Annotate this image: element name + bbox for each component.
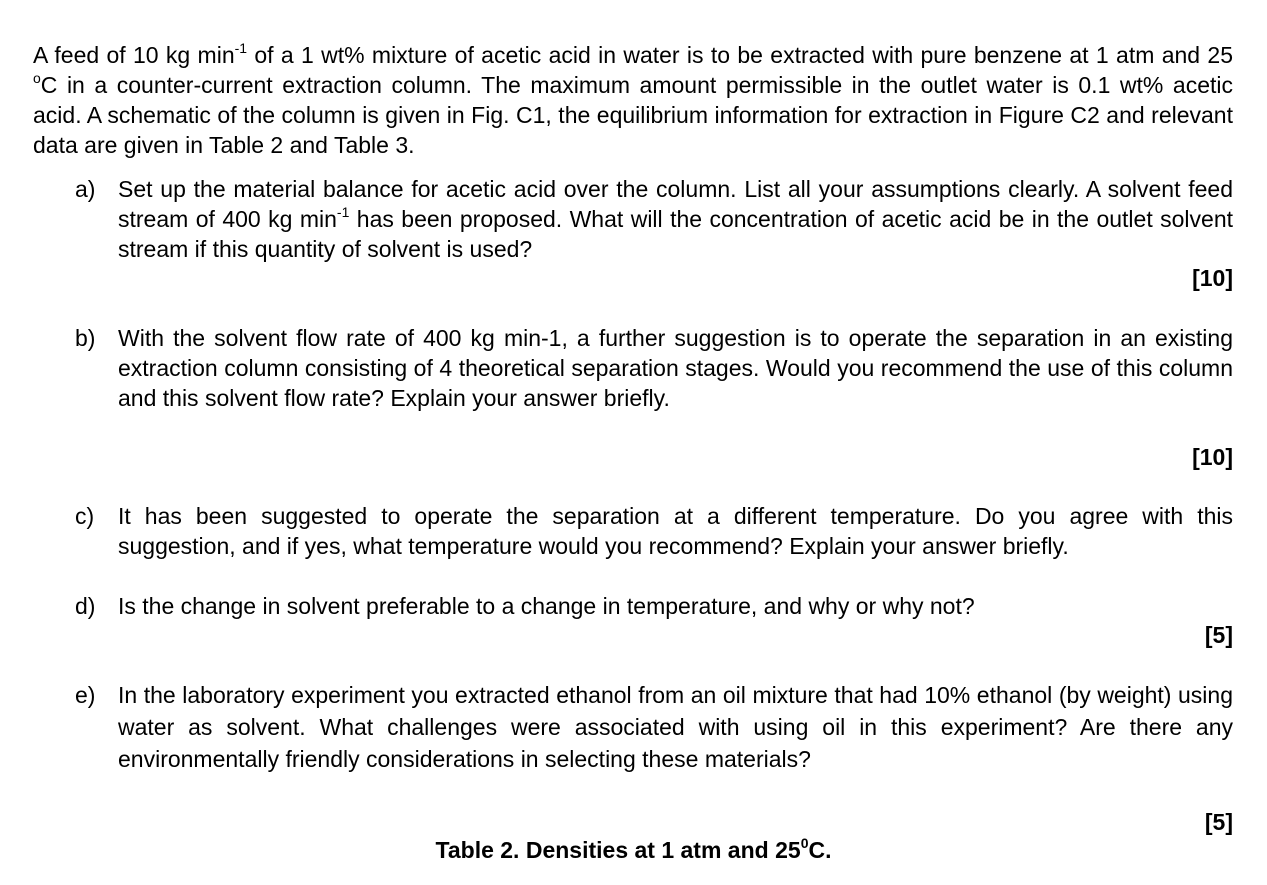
intro-paragraph [33, 40, 1233, 160]
question-e-label: e) [75, 682, 96, 708]
intro-superscript-1: -1 [234, 40, 248, 57]
intro-text-2: of a 1 wt% mixture of acetic acid in water is to be extracted with pure benzene at 1 atm and 25 [247, 42, 1233, 68]
question-b-text: With the solvent flow rate of 400 kg min-1, a further suggestion is to operate the separation in an existing extraction column consisting of 4 theoretical separation stages. Would you recommend the use of this column and this solvent flow rate? Explain your answer briefly. [118, 325, 1233, 411]
question-c [75, 501, 1233, 561]
question-d [75, 591, 1233, 621]
question-a-superscript: -1 [336, 204, 350, 221]
question-a-text [118, 174, 1233, 264]
question-d-text: Is the change in solvent preferable to a change in temperature, and why or why not? [118, 593, 975, 619]
question-a-text-2: has been proposed. What will the concentration of acetic acid be in the outlet solvent stream if this quantity of solvent is used? [118, 206, 1234, 262]
question-c-label: c) [75, 503, 95, 529]
question-a-text-1: Set up the material balance for acetic acid over the column. List all your assumptions clearly. A solvent feed stream of 400 kg min [118, 176, 1233, 232]
table-2-caption [0, 835, 1267, 865]
table-caption-superscript: 0 [800, 835, 809, 852]
question-b [75, 323, 1233, 413]
question-a [75, 174, 1233, 264]
question-c-text: It has been suggested to operate the separation at a different temperature. Do you agree with this suggestion, and if yes, what temperature would you recommend? Explain your answer briefly. [118, 503, 1233, 559]
table-caption-text-1: Table 2. Densities at 1 atm and 25 [435, 837, 801, 863]
question-b-marks: [10] [1192, 444, 1233, 470]
question-e-marks: [5] [1204, 809, 1233, 835]
intro-text-3: C in a counter-current extraction column. The maximum amount permissible in the outlet water is 0.1 wt% acetic acid. A schematic of the column is given in Fig. C1, the equilibrium information for extraction in Figure C2 and relevant data are given in Table 2 and Table 3. [33, 72, 1233, 158]
question-a-marks: [10] [1192, 265, 1233, 291]
question-d-marks: [5] [1204, 622, 1233, 648]
table-caption-text-2: C. [808, 837, 832, 863]
intro-superscript-2: o [33, 70, 41, 87]
question-b-label: b) [75, 325, 96, 351]
question-a-label: a) [75, 176, 96, 202]
question-e-text: In the laboratory experiment you extracted ethanol from an oil mixture that had 10% ethanol (by weight) using water as solvent. What challenges were associated with using oil in this experiment? Are there any environmentally friendly considerations in selecting these materials? [118, 682, 1233, 772]
question-d-label: d) [75, 593, 96, 619]
intro-text-1: A feed of 10 kg min [33, 42, 235, 68]
question-e [75, 679, 1233, 775]
